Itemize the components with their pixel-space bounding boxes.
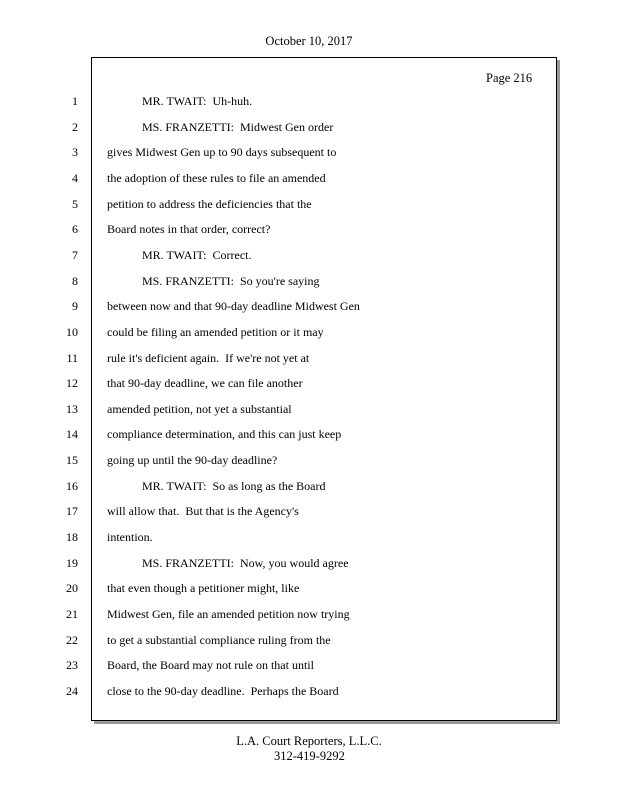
- transcript-line-text: that 90-day deadline, we can file another: [107, 376, 303, 390]
- page-number: Page 216: [486, 71, 533, 85]
- transcript-line-text: that even though a petitioner might, like: [107, 581, 300, 595]
- line-number: 21: [66, 607, 78, 621]
- line-number: 15: [66, 453, 78, 467]
- line-number: 23: [66, 658, 78, 672]
- transcript-line-text: petition to address the deficiencies that the: [107, 197, 312, 211]
- footer-phone-number: 312-419-9292: [274, 749, 345, 763]
- line-number: 12: [66, 376, 78, 390]
- transcript-line-text: could be filing an amended petition or it may: [107, 325, 324, 339]
- line-number: 3: [72, 145, 78, 159]
- transcript-line-text: MR. TWAIT: So as long as the Board: [142, 479, 326, 493]
- transcript-line-text: MS. FRANZETTI: Now, you would agree: [142, 556, 349, 570]
- transcript-line-text: Board, the Board may not rule on that until: [107, 658, 314, 672]
- line-number: 19: [66, 556, 78, 570]
- transcript-line-text: will allow that. But that is the Agency's: [107, 504, 299, 518]
- line-number: 2: [72, 120, 78, 134]
- line-number: 1: [72, 94, 78, 108]
- transcript-line-text: going up until the 90-day deadline?: [107, 453, 278, 467]
- line-number: 10: [66, 325, 78, 339]
- transcript-line-text: rule it's deficient again. If we're not yet at: [107, 351, 310, 365]
- line-number: 5: [72, 197, 78, 211]
- line-number: 20: [66, 581, 78, 595]
- transcript-line-text: compliance determination, and this can just keep: [107, 427, 342, 441]
- line-number: 6: [72, 222, 78, 236]
- transcript-line-text: MS. FRANZETTI: Midwest Gen order: [142, 120, 334, 134]
- line-number: 17: [66, 504, 78, 518]
- line-number: 22: [66, 633, 78, 647]
- transcript-line-text: gives Midwest Gen up to 90 days subsequent to: [107, 145, 337, 159]
- transcript-line-text: Midwest Gen, file an amended petition now trying: [107, 607, 350, 621]
- line-number: 7: [72, 248, 78, 262]
- line-number: 18: [66, 530, 78, 544]
- transcript-line-text: MR. TWAIT: Correct.: [142, 248, 252, 262]
- transcript-line-text: between now and that 90-day deadline Midwest Gen: [107, 299, 360, 313]
- footer-company-name: L.A. Court Reporters, L.L.C.: [236, 734, 382, 748]
- transcript-line-text: MR. TWAIT: Uh-huh.: [142, 94, 253, 108]
- line-number: 9: [72, 299, 78, 313]
- transcript-line-text: close to the 90-day deadline. Perhaps the Board: [107, 684, 339, 698]
- line-number: 8: [72, 274, 78, 288]
- transcript-line-text: to get a substantial compliance ruling from the: [107, 633, 331, 647]
- transcript-date: October 10, 2017: [265, 34, 353, 48]
- line-number: 24: [66, 684, 78, 698]
- transcript-line-text: intention.: [107, 530, 153, 544]
- line-number: 16: [66, 479, 78, 493]
- line-number: 14: [66, 427, 78, 441]
- transcript-line-text: MS. FRANZETTI: So you're saying: [142, 274, 320, 288]
- transcript-line-text: Board notes in that order, correct?: [107, 222, 271, 236]
- transcript-line-text: amended petition, not yet a substantial: [107, 402, 292, 416]
- line-number: 13: [66, 402, 78, 416]
- transcript-line-text: the adoption of these rules to file an amended: [107, 171, 326, 185]
- line-number: 4: [72, 171, 78, 185]
- line-number: 11: [66, 351, 78, 365]
